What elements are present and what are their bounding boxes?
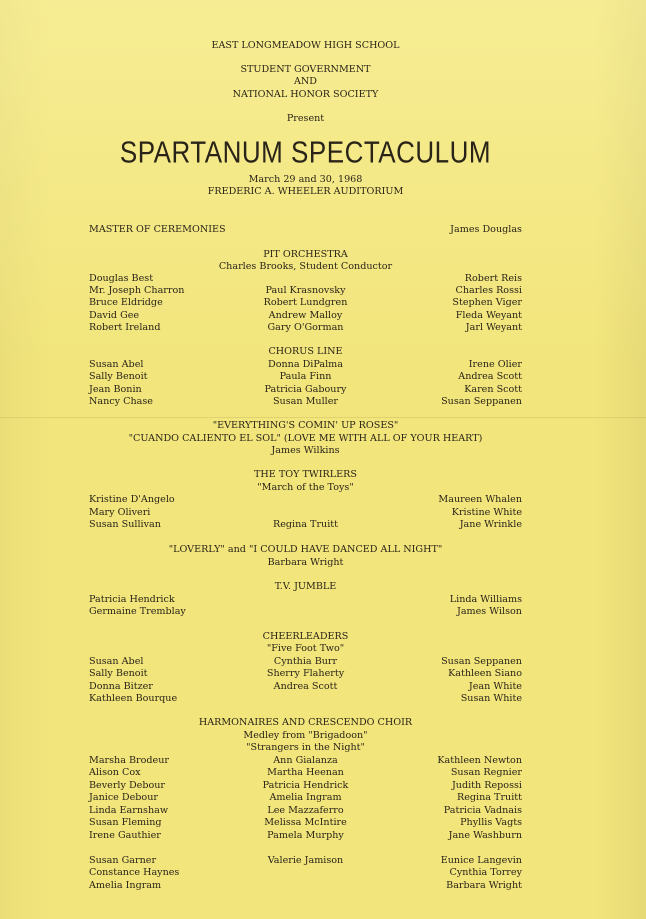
list-item: Beverly Debour: [89, 780, 166, 791]
list-item: Mary Oliveri: [89, 507, 151, 518]
list-item: Donna Bitzer: [89, 681, 153, 692]
list-item: David Gee: [89, 310, 140, 321]
list-item: Robert Ireland: [89, 322, 161, 333]
list-item: Susan White: [460, 693, 522, 704]
list-item: Eunice Langevin: [440, 855, 522, 866]
list-item: Patricia Hendrick: [262, 780, 349, 791]
list-item: Susan Muller: [272, 396, 339, 407]
list-item: Andrea Scott: [273, 681, 338, 692]
list-item: Amelia Ingram: [269, 792, 342, 803]
section-title: HARMONAIRES AND CRESCENDO CHOIR: [198, 717, 413, 728]
mc-label: MASTER OF CEREMONIES: [89, 224, 226, 235]
org-honor-society: NATIONAL HONOR SOCIETY: [232, 89, 379, 100]
section-title: PIT ORCHESTRA: [263, 249, 348, 260]
list-item: Sally Benoit: [89, 668, 148, 679]
list-item: Linda Williams: [449, 594, 522, 605]
section-title: THE TOY TWIRLERS: [254, 469, 357, 480]
list-item: Jane Wrinkle: [459, 519, 522, 530]
list-item: Marsha Brodeur: [89, 755, 169, 766]
section-subtitle: "March of the Toys": [257, 482, 354, 493]
list-item: Karen Scott: [464, 384, 522, 395]
list-item: Lee Mazzaferro: [267, 805, 344, 816]
list-item: Irene Olier: [468, 359, 522, 370]
list-item: Ann Gialanza: [273, 755, 338, 766]
list-item: Cynthia Torrey: [449, 867, 522, 878]
list-item: Jane Washburn: [448, 830, 522, 841]
section-title: CHEERLEADERS: [262, 631, 349, 642]
list-item: Bruce Eldridge: [89, 297, 163, 308]
section-subtitle: "Strangers in the Night": [246, 742, 365, 753]
list-item: Robert Reis: [464, 273, 522, 284]
list-item: Susan Regnier: [450, 767, 522, 778]
list-item: Amelia Ingram: [89, 880, 162, 891]
list-item: Andrea Scott: [458, 371, 522, 382]
list-item: Mr. Joseph Charron: [89, 285, 185, 296]
list-item: Andrew Malloy: [268, 310, 343, 321]
list-item: Phyllis Vagts: [460, 817, 522, 828]
list-item: Alison Cox: [89, 767, 141, 778]
song-title: "CUANDO CALIENTO EL SOL" (LOVE ME WITH ALL OF YOUR HEART): [128, 433, 483, 444]
list-item: Barbara Wright: [446, 880, 522, 891]
list-item: Robert Lundgren: [263, 297, 348, 308]
list-item: Susan Abel: [89, 656, 144, 667]
event-dates: March 29 and 30, 1968: [248, 174, 363, 185]
list-item: Patricia Gaboury: [264, 384, 347, 395]
section-subtitle: "Five Foot Two": [266, 643, 345, 654]
list-item: James Wilson: [456, 606, 522, 617]
event-venue: FREDERIC A. WHEELER AUDITORIUM: [207, 186, 404, 197]
list-item: Susan Fleming: [89, 817, 162, 828]
list-item: Melissa McIntire: [264, 817, 347, 828]
org-student-government: STUDENT GOVERNMENT: [240, 64, 371, 75]
list-item: Fleda Weyant: [455, 310, 522, 321]
list-item: Douglas Best: [89, 273, 154, 284]
paper-fold: [0, 417, 646, 418]
event-title: SPARTANUM SPECTACULUM: [119, 134, 492, 170]
list-item: Pamela Murphy: [267, 830, 344, 841]
list-item: Nancy Chase: [89, 396, 153, 407]
list-item: Charles Rossi: [455, 285, 522, 296]
list-item: Irene Gauthier: [89, 830, 161, 841]
list-item: Susan Garner: [89, 855, 157, 866]
list-item: Donna DiPalma: [268, 359, 343, 370]
list-item: Linda Earnshaw: [89, 805, 169, 816]
list-item: Constance Haynes: [89, 867, 180, 878]
section-title: CHORUS LINE: [268, 346, 343, 357]
list-item: Valerie Jamison: [267, 855, 344, 866]
list-item: Kristine White: [451, 507, 522, 518]
list-item: Martha Heenan: [267, 767, 344, 778]
list-item: Jean White: [468, 681, 522, 692]
song-title: "LOVERLY" and "I COULD HAVE DANCED ALL NIGHT": [168, 544, 443, 555]
list-item: Susan Sullivan: [89, 519, 161, 530]
song-title: "EVERYTHING'S COMIN' UP ROSES": [212, 420, 399, 431]
section-subtitle: Medley from "Brigadoon": [243, 730, 368, 741]
present-text: Present: [286, 113, 325, 124]
list-item: Kathleen Newton: [437, 755, 522, 766]
list-item: Patricia Hendrick: [89, 594, 175, 605]
list-item: Susan Seppanen: [441, 656, 522, 667]
performer: James Wilkins: [271, 445, 340, 456]
and-text: AND: [293, 76, 317, 87]
list-item: Sally Benoit: [89, 371, 148, 382]
performer: Barbara Wright: [267, 557, 344, 568]
list-item: Kathleen Bourque: [89, 693, 178, 704]
list-item: Sherry Flaherty: [266, 668, 345, 679]
list-item: Jean Bonin: [89, 384, 142, 395]
list-item: Susan Abel: [89, 359, 144, 370]
school-name: EAST LONGMEADOW HIGH SCHOOL: [211, 40, 400, 51]
list-item: Patricia Vadnais: [443, 805, 522, 816]
list-item: Regina Truitt: [456, 792, 522, 803]
mc-name: James Douglas: [450, 224, 522, 235]
section-subtitle: Charles Brooks, Student Conductor: [218, 261, 393, 272]
list-item: Judith Repossi: [451, 780, 522, 791]
list-item: Stephen Viger: [452, 297, 522, 308]
list-item: Kathleen Siano: [448, 668, 522, 679]
list-item: Paula Finn: [279, 371, 332, 382]
list-item: Maureen Whalen: [438, 494, 522, 505]
list-item: Kristine D'Angelo: [89, 494, 175, 505]
section-title: T.V. JUMBLE: [274, 581, 337, 592]
list-item: Regina Truitt: [272, 519, 338, 530]
list-item: Jarl Weyant: [465, 322, 522, 333]
list-item: Janice Debour: [89, 792, 158, 803]
list-item: Gary O'Gorman: [267, 322, 344, 333]
list-item: Susan Seppanen: [441, 396, 522, 407]
list-item: Cynthia Burr: [273, 656, 338, 667]
list-item: Paul Krasnovsky: [265, 285, 346, 296]
list-item: Germaine Tremblay: [89, 606, 186, 617]
